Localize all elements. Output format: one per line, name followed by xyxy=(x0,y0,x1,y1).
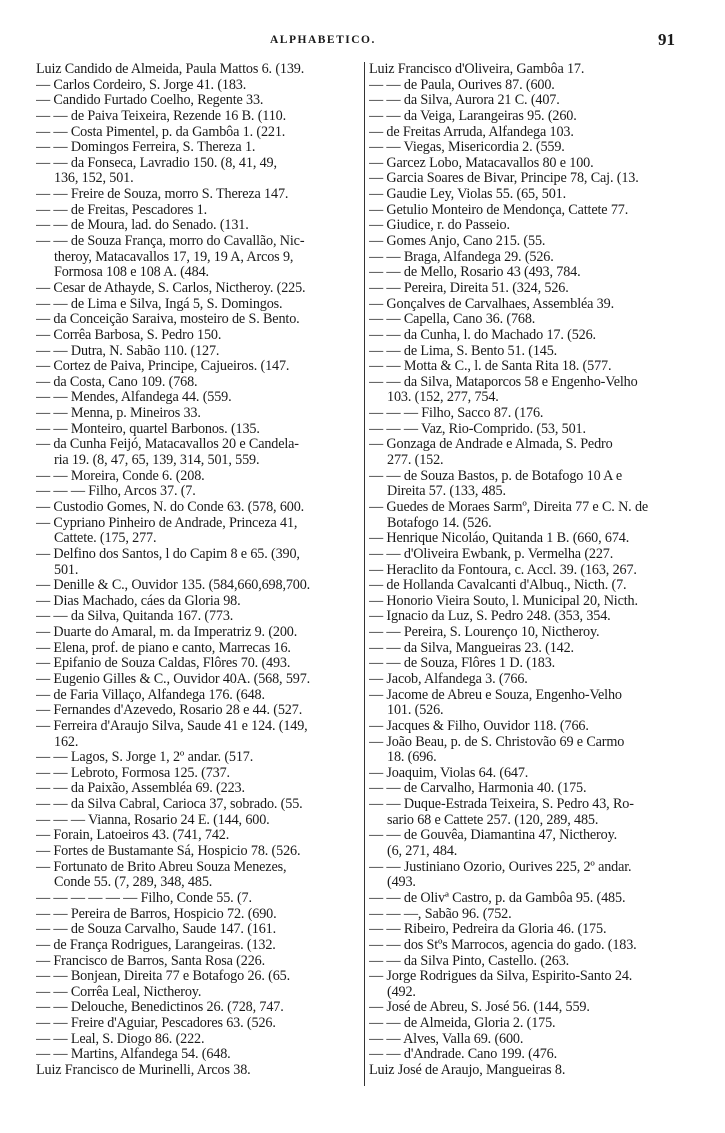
directory-entry: — — Leal, S. Diogo 86. (222. xyxy=(36,1031,205,1047)
directory-entry-continuation: 136, 152, 501. xyxy=(54,171,134,187)
directory-entry: — Cesar de Athayde, S. Carlos, Nictheroy. (225. xyxy=(36,280,306,296)
directory-entry-continuation: 277. (152. xyxy=(387,453,444,469)
directory-entry: — Getulio Monteiro de Mendonça, Cattete 77. xyxy=(369,202,629,218)
directory-entry-continuation: 101. (526. xyxy=(387,703,444,719)
directory-entry: — — Motta & C., l. de Santa Rita 18. (577. xyxy=(369,359,612,375)
directory-entry: — — Delouche, Benedictinos 26. (728, 747. xyxy=(36,1000,284,1016)
directory-entry: — Jacob, Alfandega 3. (766. xyxy=(369,671,528,687)
left-column xyxy=(36,62,364,1079)
directory-entry: — — de Mello, Rosario 43 (493, 784. xyxy=(369,265,581,281)
directory-entry: — Denille & C., Ouvidor 135. (584,660,698,700. xyxy=(36,578,311,594)
directory-entry: — de França Rodrigues, Larangeiras. (132. xyxy=(36,937,276,953)
directory-entry: — — Alves, Valla 69. (600. xyxy=(369,1031,524,1047)
directory-entry-continuation: Cattete. (175, 277. xyxy=(54,531,157,547)
directory-entry: — Fortes de Bustamante Sá, Hospicio 78. (526. xyxy=(36,844,301,860)
directory-entry: — — Freire d'Aguiar, Pescadores 63. (526. xyxy=(36,1016,276,1032)
directory-entry: — — de Souza, Flôres 1 D. (183. xyxy=(369,656,556,672)
directory-entry: — — Dutra, N. Sabão 110. (127. xyxy=(36,343,220,359)
directory-entry: — — da Silva, Aurora 21 C. (407. xyxy=(369,93,560,109)
directory-entry: — Jacques & Filho, Ouvidor 118. (766. xyxy=(369,718,589,734)
directory-entry: — — de Paiva Teixeira, Rezende 16 B. (110. xyxy=(36,108,286,124)
column-divider xyxy=(364,62,365,1086)
directory-entry: — — Braga, Alfandega 29. (526. xyxy=(369,249,554,265)
directory-entry-continuation: theroy, Matacavallos 17, 19, 19 A, Arcos 9, xyxy=(54,249,294,265)
directory-entry: — — da Silva Pinto, Castello. (263. xyxy=(369,953,570,969)
directory-entry: — — de Carvalho, Harmonia 40. (175. xyxy=(369,781,587,797)
directory-entry: — — — — — — Filho, Conde 55. (7. xyxy=(36,890,252,906)
directory-entry: — — Corrêa Leal, Nictheroy. xyxy=(36,984,202,1000)
directory-entry-continuation: 18. (696. xyxy=(387,750,437,766)
directory-entry-continuation: (492. xyxy=(387,984,416,1000)
directory-entry: — Jorge Rodrigues da Silva, Espirito-Santo 24. xyxy=(369,969,633,985)
directory-entry: — — Pereira, S. Lourenço 10, Nictheroy. xyxy=(369,625,600,641)
directory-entry: — Candido Furtado Coelho, Regente 33. xyxy=(36,93,264,109)
directory-entry: — Ignacio da Luz, S. Pedro 248. (353, 354. xyxy=(369,609,611,625)
directory-entry: — — Viegas, Misericordia 2. (559. xyxy=(369,140,565,156)
directory-entry: — — Monteiro, quartel Barbonos. (135. xyxy=(36,421,260,437)
directory-entry: — João Beau, p. de S. Christovão 69 e Carmo xyxy=(369,734,625,750)
directory-entry: — — de Souza Carvalho, Saude 147. (161. xyxy=(36,922,277,938)
directory-entry: — — de Olivª Castro, p. da Gambôa 95. (485. xyxy=(369,890,626,906)
directory-entry: — — da Silva, Mangueiras 23. (142. xyxy=(369,640,574,656)
directory-entry: — — dos Stºs Marrocos, agencia do gado. (183. xyxy=(369,937,637,953)
directory-entry: — — de Moura, lad. do Senado. (131. xyxy=(36,218,249,234)
directory-entry: — — Duque-Estrada Teixeira, S. Pedro 43, Ro- xyxy=(369,797,634,813)
directory-entry: — José de Abreu, S. José 56. (144, 559. xyxy=(369,1000,590,1016)
directory-entry: — Joaquim, Violas 64. (647. xyxy=(369,765,529,781)
directory-entry-continuation: Botafogo 14. (526. xyxy=(387,515,492,531)
directory-entry: — Custodio Gomes, N. do Conde 63. (578, 600. xyxy=(36,499,305,515)
directory-entry: — Gomes Anjo, Cano 215. (55. xyxy=(369,234,546,250)
directory-entry: — — Costa Pimentel, p. da Gambôa 1. (221. xyxy=(36,124,286,140)
directory-entry: — — Mendes, Alfandega 44. (559. xyxy=(36,390,232,406)
directory-entry: — Forain, Latoeiros 43. (741, 742. xyxy=(36,828,230,844)
directory-entry: — — — Vaz, Rio-Comprido. (53, 501. xyxy=(369,421,586,437)
directory-entry: — Cortez de Paiva, Principe, Cajueiros. (147. xyxy=(36,359,290,375)
page-header xyxy=(0,32,725,52)
directory-entry: — Eugenio Gilles & C., Ouvidor 40A. (568, 597. xyxy=(36,671,311,687)
directory-entry: — — — Filho, Sacco 87. (176. xyxy=(369,406,544,422)
directory-entry: Luiz José de Araujo, Mangueiras 8. xyxy=(369,1063,566,1078)
directory-entry: — Garcez Lobo, Matacavallos 80 e 100. xyxy=(369,155,594,171)
directory-entry-continuation: 501. xyxy=(54,562,79,578)
directory-entry: — — — Filho, Arcos 37. (7. xyxy=(36,484,196,500)
directory-entry: — da Cunha Feijó, Matacavallos 20 e Candela- xyxy=(36,437,299,453)
directory-entry: — Epifanio de Souza Caldas, Flôres 70. (493. xyxy=(36,656,291,672)
page-number: 91 xyxy=(658,30,675,49)
directory-entry: — — Pereira, Direita 51. (324, 526. xyxy=(369,280,569,296)
directory-entry: — — Martins, Alfandega 54. (648. xyxy=(36,1047,231,1063)
directory-entry: Luiz Candido de Almeida, Paula Mattos 6. (139. xyxy=(36,62,305,77)
directory-entry: — Jacome de Abreu e Souza, Engenho-Velho xyxy=(369,687,622,703)
directory-entry: — — de Lima e Silva, Ingá 5, S. Domingos. xyxy=(36,296,283,312)
directory-entry: — da Costa, Cano 109. (768. xyxy=(36,374,198,390)
directory-entry-continuation: (493. xyxy=(387,875,416,891)
directory-entry: — Honorio Vieira Souto, l. Municipal 20, Nicth. xyxy=(369,593,638,609)
directory-entry-continuation: (6, 271, 484. xyxy=(387,844,458,860)
directory-entry: — — Justiniano Ozorio, Ourives 225, 2º andar. xyxy=(369,859,632,875)
directory-entry: — — de Souza França, morro do Cavallão, Nic- xyxy=(36,234,305,250)
directory-entry: — — Bonjean, Direita 77 e Botafogo 26. (65. xyxy=(36,969,290,985)
directory-entry: — Dias Machado, cáes da Gloria 98. xyxy=(36,593,241,609)
running-head-title: ALPHABETICO. xyxy=(270,34,376,46)
directory-entry-continuation: Formosa 108 e 108 A. (484. xyxy=(54,265,209,281)
directory-entry: — — Moreira, Conde 6. (208. xyxy=(36,468,205,484)
directory-entry: — de Freitas Arruda, Alfandega 103. xyxy=(369,124,574,140)
directory-entry: — Gonzaga de Andrade e Almada, S. Pedro xyxy=(369,437,613,453)
directory-entry: — Ferreira d'Araujo Silva, Saude 41 e 124. (149, xyxy=(36,718,308,734)
directory-entry: — — Capella, Cano 36. (768. xyxy=(369,312,536,328)
directory-entry: — — d'Oliveira Ewbank, p. Vermelha (227. xyxy=(369,546,614,562)
directory-entry: — Cypriano Pinheiro de Andrade, Princeza 41, xyxy=(36,515,298,531)
directory-entry: — Heraclito da Fontoura, c. Accl. 39. (163, 267. xyxy=(369,562,637,578)
directory-entry: — — Lagos, S. Jorge 1, 2º andar. (517. xyxy=(36,750,254,766)
directory-entry: — — Domingos Ferreira, S. Thereza 1. xyxy=(36,140,256,156)
directory-entry-continuation: Conde 55. (7, 289, 348, 485. xyxy=(54,875,213,891)
directory-entry-continuation: 103. (152, 277, 754. xyxy=(387,390,499,406)
directory-entry: — — de Souza Bastos, p. de Botafogo 10 A e xyxy=(369,468,622,484)
directory-entry: — Fernandes d'Azevedo, Rosario 28 e 44. (527. xyxy=(36,703,303,719)
directory-entry: — Francisco de Barros, Santa Rosa (226. xyxy=(36,953,265,969)
directory-entry: — de Faria Villaço, Alfandega 176. (648. xyxy=(36,687,265,703)
directory-entry: — — da Silva, Quitanda 167. (773. xyxy=(36,609,234,625)
directory-entry: — — Ribeiro, Pedreira da Gloria 46. (175. xyxy=(369,922,607,938)
directory-entry: — — da Silva Cabral, Carioca 37, sobrado. (55. xyxy=(36,797,303,813)
directory-entry-continuation: 162. xyxy=(54,734,79,750)
directory-entry: — — Freire de Souza, morro S. Thereza 147. xyxy=(36,187,289,203)
directory-entry: — — —, Sabão 96. (752. xyxy=(369,906,512,922)
directory-entry: — — da Paixão, Assembléa 69. (223. xyxy=(36,781,245,797)
directory-entry: — — da Veiga, Larangeiras 95. (260. xyxy=(369,108,577,124)
directory-entry: — Guedes de Moraes Sarmº, Direita 77 e C. N. de xyxy=(369,499,649,515)
directory-entry: — — Lebroto, Formosa 125. (737. xyxy=(36,765,230,781)
directory-entry: — — de Gouvêa, Diamantina 47, Nictheroy. xyxy=(369,828,617,844)
directory-entry: — Garcia Soares de Bivar, Principe 78, Caj. (13. xyxy=(369,171,639,187)
directory-entry: — — — Vianna, Rosario 24 E. (144, 600. xyxy=(36,812,270,828)
directory-entry: — — da Silva, Mataporcos 58 e Engenho-Velho xyxy=(369,374,638,390)
directory-entry-continuation: ria 19. (8, 47, 65, 139, 314, 501, 559. xyxy=(54,453,260,469)
directory-entry: — — de Almeida, Gloria 2. (175. xyxy=(369,1016,556,1032)
directory-entry: — Gaudie Ley, Violas 55. (65, 501. xyxy=(369,187,566,203)
directory-entry: — Carlos Cordeiro, S. Jorge 41. (183. xyxy=(36,77,247,93)
directory-entry: — Elena, prof. de piano e canto, Marrecas 16. xyxy=(36,640,291,656)
directory-entry: — — da Cunha, l. do Machado 17. (526. xyxy=(369,327,596,343)
directory-entry: — Corrêa Barbosa, S. Pedro 150. xyxy=(36,327,222,343)
directory-entry: — — de Freitas, Pescadores 1. xyxy=(36,202,207,218)
directory-entry: — — de Paula, Ourives 87. (600. xyxy=(369,77,555,93)
directory-entry: — Gonçalves de Carvalhaes, Assembléa 39. xyxy=(369,296,614,312)
directory-entry-continuation: sario 68 e Cattete 257. (120, 289, 485. xyxy=(387,812,599,828)
directory-entry: — da Conceição Saraiva, mosteiro de S. Bento. xyxy=(36,312,300,328)
directory-entry: — Henrique Nicoláo, Quitanda 1 B. (660, 674. xyxy=(369,531,630,547)
directory-entry: — de Hollanda Cavalcanti d'Albuq., Nicth. (7. xyxy=(369,578,627,594)
directory-entry-continuation: Direita 57. (133, 485. xyxy=(387,484,506,500)
directory-entry: — — d'Andrade. Cano 199. (476. xyxy=(369,1047,557,1063)
directory-entry: Luiz Francisco d'Oliveira, Gambôa 17. xyxy=(369,62,585,77)
directory-entry: Luiz Francisco de Murinelli, Arcos 38. xyxy=(36,1063,251,1078)
directory-entry: — — Pereira de Barros, Hospicio 72. (690. xyxy=(36,906,277,922)
directory-entry: — Giudice, r. do Passeio. xyxy=(369,218,510,234)
directory-entry: — — da Fonseca, Lavradio 150. (8, 41, 49, xyxy=(36,155,277,171)
directory-entry: — Delfino dos Santos, l do Capim 8 e 65. (390, xyxy=(36,546,300,562)
directory-entry: — — de Lima, S. Bento 51. (145. xyxy=(369,343,558,359)
directory-entry: — Duarte do Amaral, m. da Imperatriz 9. (200. xyxy=(36,625,298,641)
directory-entry: — Fortunato de Brito Abreu Souza Menezes, xyxy=(36,859,287,875)
right-column xyxy=(369,62,699,1079)
directory-entry: — — Menna, p. Mineiros 33. xyxy=(36,406,201,422)
